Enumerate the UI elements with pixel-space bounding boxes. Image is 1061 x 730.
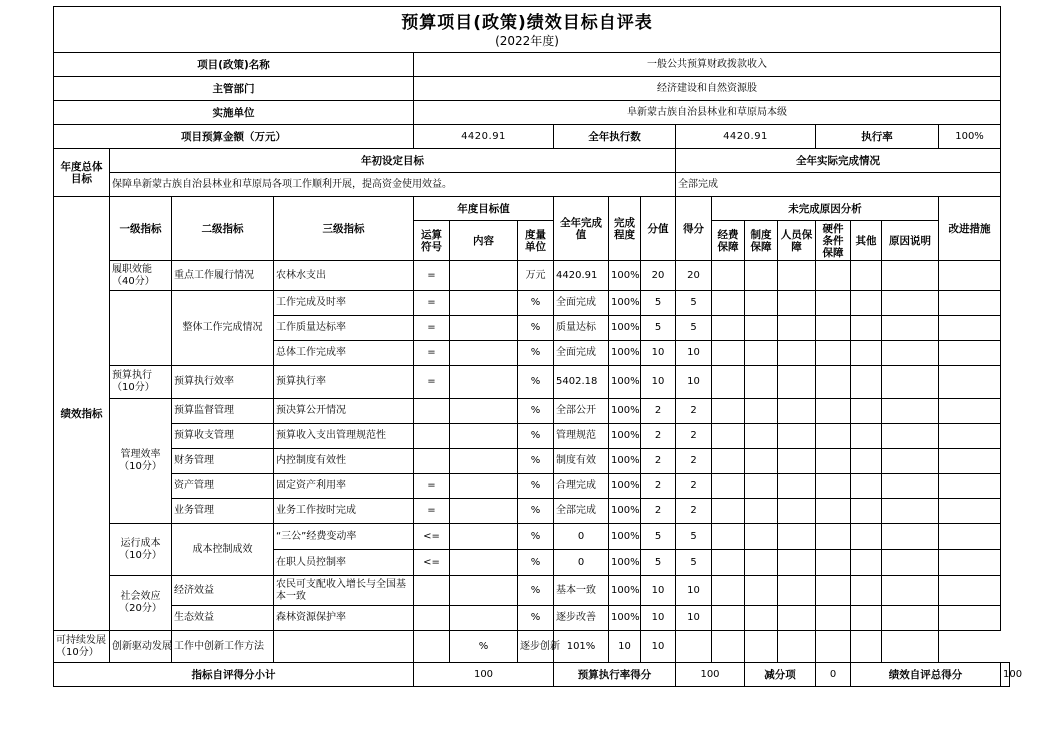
score-value-cell: 5 (641, 291, 676, 316)
op-cell (414, 449, 450, 474)
done-cell: 基本一致 (554, 576, 609, 606)
content-cell (450, 399, 518, 424)
score-value-cell: 2 (641, 424, 676, 449)
unit-value: 阜新蒙古族自治县林业和草原局本级 (414, 101, 1001, 125)
level3-cell: 预算收入支出管理规范性 (274, 424, 414, 449)
unit-cell: % (518, 576, 554, 606)
perf-label: 绩效指标 (54, 197, 110, 631)
header-reasons: 未完成原因分析 (712, 197, 939, 221)
done-cell: 0 (554, 550, 609, 576)
level3-cell: 总体工作完成率 (274, 341, 414, 366)
deduct-value: 0 (816, 663, 851, 687)
unit-cell: % (518, 291, 554, 316)
degree-cell: 100% (609, 606, 641, 631)
subtotal-label: 指标自评得分小计 (54, 663, 414, 687)
done-cell: 逐步创新 (518, 631, 554, 663)
header-done: 全年完成值 (554, 197, 609, 261)
total-value: 100 (1001, 663, 1010, 687)
table-row (54, 366, 1010, 399)
content-cell (450, 316, 518, 341)
budget-score-value: 100 (676, 663, 745, 687)
score-value-cell: 5 (641, 316, 676, 341)
content-cell (450, 449, 518, 474)
project-name-value: 一般公共预算财政拨款收入 (414, 53, 1001, 77)
header-reason-system: 制度保障 (745, 221, 778, 261)
unit-cell: % (518, 399, 554, 424)
header-level2: 二级指标 (172, 197, 274, 261)
content-cell (450, 424, 518, 449)
table-row (54, 291, 1010, 316)
op-cell: = (414, 316, 450, 341)
level3-cell: “三公”经费变动率 (274, 524, 414, 550)
content-cell (450, 341, 518, 366)
level1-cell: 运行成本（10分） (110, 524, 172, 576)
title-text: 预算项目(政策)绩效目标自评表 (401, 12, 653, 33)
budget-score-label: 预算执行率得分 (554, 663, 676, 687)
level1-cell: 社会效应（20分） (110, 576, 172, 631)
op-cell: = (414, 261, 450, 291)
table-row (54, 576, 1010, 606)
unit-cell: 万元 (518, 261, 554, 291)
table-row (54, 424, 1010, 449)
level3-cell: 工作质量达标率 (274, 316, 414, 341)
dept-label: 主管部门 (54, 77, 414, 101)
table-row (54, 631, 1010, 663)
score-value-cell: 2 (641, 449, 676, 474)
content-cell (450, 291, 518, 316)
done-cell: 管理规范 (554, 424, 609, 449)
done-cell: 4420.91 (554, 261, 609, 291)
header-reason-staff: 人员保障 (778, 221, 816, 261)
done-cell: 全面完成 (554, 341, 609, 366)
content-cell (450, 606, 518, 631)
level3-cell: 工作中创新工作方法 (172, 631, 274, 663)
score-cell: 2 (676, 399, 712, 424)
score-cell: 2 (676, 499, 712, 524)
unit-cell: % (518, 341, 554, 366)
done-cell: 5402.18 (554, 366, 609, 399)
header-measures: 改进措施 (939, 197, 1001, 261)
degree-cell: 100% (609, 366, 641, 399)
score-cell: 2 (676, 424, 712, 449)
score-value-cell: 10 (609, 631, 641, 663)
score-cell: 5 (676, 550, 712, 576)
done-cell: 0 (554, 524, 609, 550)
unit-cell: % (518, 524, 554, 550)
op-cell (414, 399, 450, 424)
table-title (54, 7, 1001, 53)
unit-cell: % (518, 550, 554, 576)
content-cell (450, 576, 518, 606)
level3-cell: 固定资产利用率 (274, 474, 414, 499)
header-content: 内容 (450, 221, 518, 261)
rate-value: 100% (939, 125, 1001, 149)
degree-cell: 101% (554, 631, 609, 663)
done-cell: 逐步改善 (554, 606, 609, 631)
table-row (54, 524, 1010, 550)
score-value-cell: 2 (641, 499, 676, 524)
score-value-cell: 10 (641, 606, 676, 631)
project-name-label: 项目(政策)名称 (54, 53, 414, 77)
score-value-cell: 20 (641, 261, 676, 291)
score-value-cell: 2 (641, 474, 676, 499)
header-annual-target: 年度目标值 (414, 197, 554, 221)
op-cell: = (414, 291, 450, 316)
score-value-cell: 5 (641, 550, 676, 576)
level1-cell: 预算执行（10分） (110, 366, 172, 399)
score-value-cell: 5 (641, 524, 676, 550)
done-cell: 质量达标 (554, 316, 609, 341)
unit-cell: % (450, 631, 518, 663)
degree-cell: 100% (609, 341, 641, 366)
goal-label: 年度总体目标 (54, 149, 110, 197)
level2-cell: 经济效益 (172, 576, 274, 606)
level2-cell: 业务管理 (172, 499, 274, 524)
level2-cell: 重点工作履行情况 (172, 261, 274, 291)
score-cell: 10 (676, 341, 712, 366)
score-cell: 10 (676, 366, 712, 399)
degree-cell: 100% (609, 474, 641, 499)
score-value-cell: 10 (641, 576, 676, 606)
score-cell: 5 (676, 316, 712, 341)
unit-cell: % (518, 449, 554, 474)
dept-value: 经济建设和自然资源股 (414, 77, 1001, 101)
header-reason-funding: 经费保障 (712, 221, 745, 261)
header-reason-note: 原因说明 (882, 221, 939, 261)
level3-cell: 在职人员控制率 (274, 550, 414, 576)
op-cell (414, 424, 450, 449)
unit-cell: % (518, 499, 554, 524)
score-cell: 5 (676, 291, 712, 316)
score-cell: 10 (676, 576, 712, 606)
content-cell (450, 261, 518, 291)
table-row (54, 449, 1010, 474)
level2-cell: 财务管理 (172, 449, 274, 474)
table-row (54, 261, 1010, 291)
level3-cell: 业务工作按时完成 (274, 499, 414, 524)
header-score: 得分 (676, 197, 712, 261)
score-value-cell: 2 (641, 399, 676, 424)
unit-label: 实施单位 (54, 101, 414, 125)
unit-cell: % (518, 424, 554, 449)
level2-cell: 预算收支管理 (172, 424, 274, 449)
level2-cell: 预算监督管理 (172, 399, 274, 424)
header-unit: 度量单位 (518, 221, 554, 261)
done-cell: 全部完成 (554, 499, 609, 524)
level3-cell: 内控制度有效性 (274, 449, 414, 474)
header-level3: 三级指标 (274, 197, 414, 261)
level3-cell: 农民可支配收入增长与全国基本一致 (274, 576, 414, 606)
op-cell (274, 631, 414, 663)
degree-cell: 100% (609, 550, 641, 576)
goal-text: 保障阜新蒙古族自治县林业和草原局各项工作顺利开展，提高资金使用效益。 (110, 173, 676, 197)
actual-label: 全年实际完成情况 (676, 149, 1001, 173)
done-cell: 全面完成 (554, 291, 609, 316)
score-value-cell: 10 (641, 341, 676, 366)
degree-cell: 100% (609, 291, 641, 316)
content-cell (450, 499, 518, 524)
op-cell: = (414, 474, 450, 499)
exec-label: 全年执行数 (554, 125, 676, 149)
level2-cell: 创新驱动发展 (110, 631, 172, 663)
self-evaluation-table (53, 6, 1023, 687)
score-cell: 2 (676, 474, 712, 499)
level3-cell: 农林水支出 (274, 261, 414, 291)
initial-target-label: 年初设定目标 (110, 149, 676, 173)
header-reason-hardware: 硬件条件保障 (816, 221, 851, 261)
content-cell (414, 631, 450, 663)
done-cell: 全部公开 (554, 399, 609, 424)
score-cell: 5 (676, 524, 712, 550)
score-cell: 10 (641, 631, 676, 663)
header-op: 运算符号 (414, 221, 450, 261)
header-score-value: 分值 (641, 197, 676, 261)
score-cell: 20 (676, 261, 712, 291)
level2-cell: 整体工作完成情况 (172, 291, 274, 366)
level2-cell: 资产管理 (172, 474, 274, 499)
table-row (54, 606, 1010, 631)
degree-cell: 100% (609, 524, 641, 550)
done-cell: 制度有效 (554, 449, 609, 474)
score-cell: 10 (676, 606, 712, 631)
unit-cell: % (518, 606, 554, 631)
header-degree: 完成程度 (609, 197, 641, 261)
total-label: 绩效自评总得分 (851, 663, 1001, 687)
level1-cell: 可持续发展（10分） (54, 631, 110, 663)
deduct-label: 减分项 (745, 663, 816, 687)
rate-label: 执行率 (816, 125, 939, 149)
unit-cell: % (518, 474, 554, 499)
op-cell: = (414, 499, 450, 524)
degree-cell: 100% (609, 261, 641, 291)
table-row (54, 474, 1010, 499)
table-row (54, 499, 1010, 524)
content-cell (450, 474, 518, 499)
score-value-cell: 10 (641, 366, 676, 399)
level2-cell: 预算执行效率 (172, 366, 274, 399)
level3-cell: 森林资源保护率 (274, 606, 414, 631)
done-cell: 合理完成 (554, 474, 609, 499)
level2-cell: 成本控制成效 (172, 524, 274, 576)
degree-cell: 100% (609, 399, 641, 424)
op-cell: <= (414, 550, 450, 576)
content-cell (450, 524, 518, 550)
op-cell: <= (414, 524, 450, 550)
unit-cell: % (518, 316, 554, 341)
content-cell (450, 366, 518, 399)
score-cell: 2 (676, 449, 712, 474)
level3-cell: 预决算公开情况 (274, 399, 414, 424)
budget-value: 4420.91 (414, 125, 554, 149)
degree-cell: 100% (609, 449, 641, 474)
op-cell (414, 576, 450, 606)
budget-label: 项目预算金额（万元） (54, 125, 414, 149)
level3-cell: 预算执行率 (274, 366, 414, 399)
year-text: (2022年度) (495, 33, 559, 48)
header-reason-other: 其他 (851, 221, 882, 261)
level1-cell: 履职效能（40分） (110, 261, 172, 291)
degree-cell: 100% (609, 499, 641, 524)
degree-cell: 100% (609, 576, 641, 606)
unit-cell: % (518, 366, 554, 399)
header-level1: 一级指标 (110, 197, 172, 261)
op-cell: = (414, 341, 450, 366)
exec-value: 4420.91 (676, 125, 816, 149)
level2-cell: 生态效益 (172, 606, 274, 631)
actual-text: 全部完成 (676, 173, 1001, 197)
level1-cell: 管理效率（10分） (110, 399, 172, 524)
table-row (54, 399, 1010, 424)
level3-cell: 工作完成及时率 (274, 291, 414, 316)
op-cell (414, 606, 450, 631)
content-cell (450, 550, 518, 576)
degree-cell: 100% (609, 424, 641, 449)
degree-cell: 100% (609, 316, 641, 341)
op-cell: = (414, 366, 450, 399)
subtotal-value: 100 (414, 663, 554, 687)
